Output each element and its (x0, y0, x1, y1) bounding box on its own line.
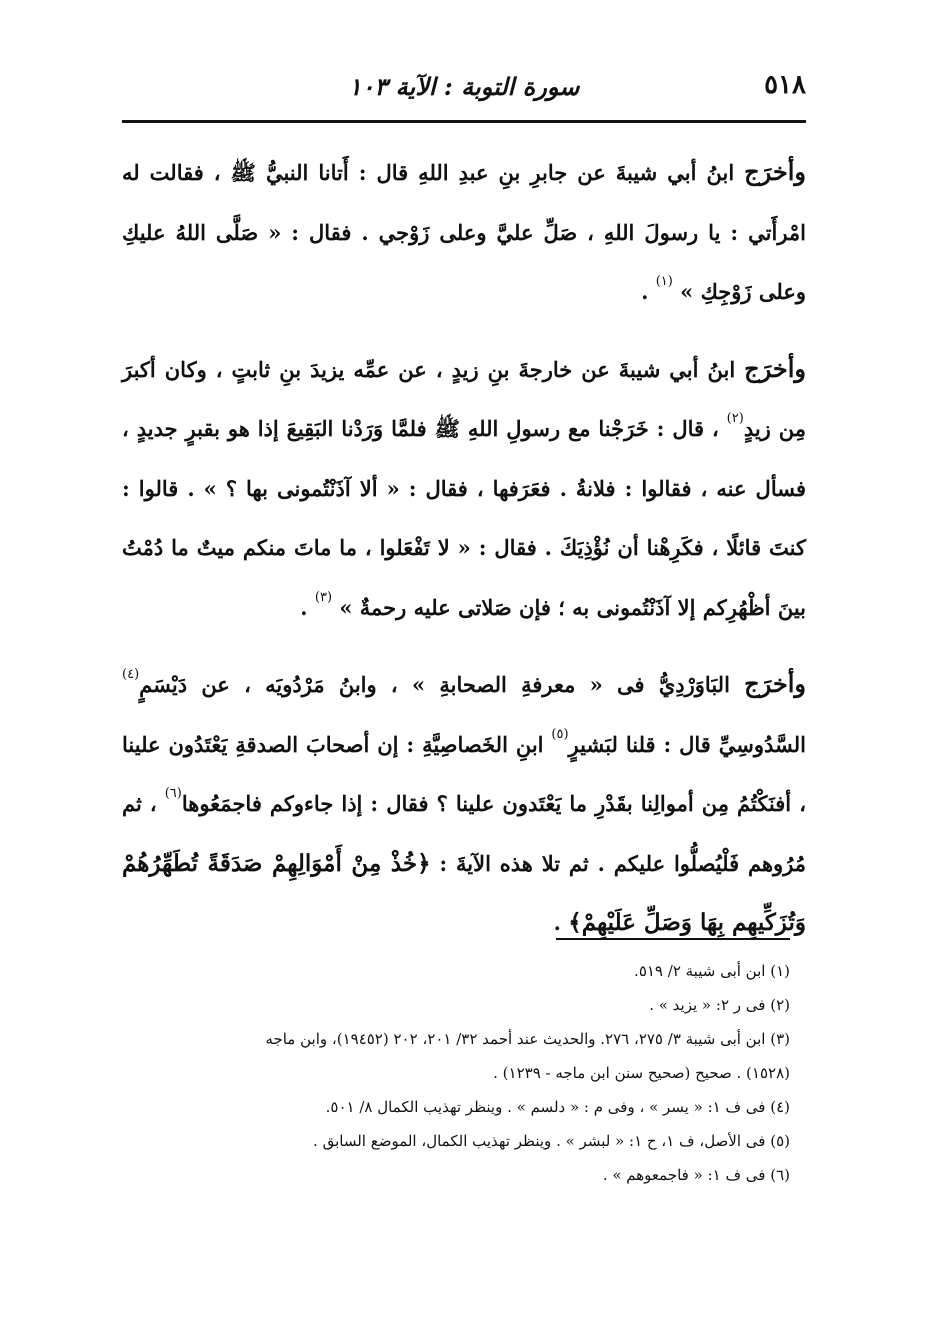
quran-verse: ﴿خُذْ مِنْ أَمْوَالِهِمْ صَدَقَةً تُطَهِّرُهُمْ وَتُزَكِّيهِم بِهَا وَصَلِّ عَلَيْهِمْ﴾ (122, 849, 806, 936)
footnote-4: (٤) فى ف ١: « يسر » ، وفى م : « دلسم » . وينظر تهذيب الكمال ٨/ ٥٠١. (325, 1098, 790, 1116)
footnote-ref-6[interactable]: (٦) (164, 786, 182, 801)
paragraph-2 (122, 339, 806, 638)
page-number: ٥١٨ (764, 70, 806, 100)
footnote-ref-1[interactable]: (١) (655, 274, 673, 289)
paragraph-lead: وأخرَج (744, 353, 806, 383)
footnote-ref-3[interactable]: (٣) (314, 589, 333, 605)
footnote-ref-5[interactable]: (٥) (551, 726, 569, 742)
paragraph-text: ، قال : خَرَجْنا مع رسولِ اللهِ ﷺ فلمَّا وَرَدْنا البَقِيعَ إذا هو بقبرٍ جديدٍ ، فسأل عنه ، فقالوا : فلانةُ . فعَرَفها ، فقال : « ألا آذَنْتُمونى بها ؟ » . قالوا : كنتَ قائلًا ، فكَرِهْنا أن نُؤْذِيَكَ . فقال : « لا تَفْعَلوا ، ما ماتَ منكم ميتٌ ما دُمْتُ بينَ أظْهُرِكم إلا آذَنْتُمونى به ؛ فإن صَلاتى عليه رحمةٌ » (122, 416, 806, 620)
footnote-ref-2[interactable]: (٢) (726, 411, 744, 426)
header-rule (122, 120, 806, 123)
footnote-5: (٥) فى الأصل، ف ١، ح ١: « لبشر » . وينظر تهذيب الكمال، الموضع السابق . (313, 1132, 790, 1150)
paragraph-end: . (553, 910, 569, 935)
footnotes (110, 954, 790, 1192)
footnote-3: (٣) ابن أبى شيبة ٣/ ٢٧٥، ٢٧٦. والحديث عند أحمد ٣٢/ ٢٠١، ٢٠٢ (١٩٤٥٢)، وابن ماجه (265, 1030, 790, 1048)
paragraph-text: البَاوَرْدِيُّ فى « معرفةِ الصحابةِ » ، وابنُ مَرْدُويَه ، عن دَيْسَمٍ (139, 672, 745, 697)
footnote-ref-4[interactable]: (٤) (122, 667, 140, 682)
footnote-1: (١) ابن أبى شيبة ٢/ ٥١٩. (634, 962, 790, 980)
paragraph-end: . (300, 594, 315, 620)
paragraph-end: . (641, 279, 656, 304)
paragraph-3 (122, 654, 806, 953)
footnote-6: (٦) فى ف ١: « فاجمعوهم » . (602, 1166, 790, 1184)
paragraph-text: ابنُ أبي شيبةَ عن جابرِ بنِ عبدِ اللهِ قال : أَتانا النبيُّ ﷺ ، فقالت له امْرأَتي : يا رسولَ اللهِ ، صَلِّ عليَّ وعلى زَوْجي . فقال : « صَلَّى اللهُ عليكِ وعلى زَوْجِكِ » (122, 160, 806, 304)
paragraph-lead: وأخرَج (744, 669, 806, 698)
paragraph-text: ابنِ الخَصاصِيَّةِ : إن أصحابَ الصدقةِ يَعْتَدُون علينا ، أفنَكْتُمُ مِن أموالِنا بقَدْرِ ما يَعْتَدون علينا ؟ فقال : إذا جاءوكم فاجمَعُوها (122, 731, 806, 816)
paragraph-text: ، ثم مُرُوهم فَلْيُصلُّوا عليكم . ثم تلا هذه الآيةَ : (122, 791, 807, 876)
paragraph-lead: وأخرَج (744, 157, 806, 186)
running-title: سورة التوبة : الآية ١٠٣ (348, 72, 580, 101)
paragraph-1 (122, 142, 806, 322)
footnote-rule (556, 938, 790, 940)
paragraph-text: السَّدُوسِيِّ قال : قلنا لبَشيرٍ (568, 731, 806, 757)
footnote-3-continued: (١٥٢٨) . صحيح (صحيح سنن ابن ماجه - ١٢٣٩) . (493, 1064, 790, 1082)
footnote-2: (٢) فى ر ٢: « يزيد » . (649, 996, 790, 1014)
page-header (122, 66, 806, 110)
paragraph-text: ابنُ أبي شيبةَ عن خارجةَ بنِ زيدٍ ، عن عمِّه يزيدَ بنِ ثابتٍ ، وكان أكبرَ مِن زيدٍ (122, 356, 806, 441)
main-text (122, 142, 806, 953)
